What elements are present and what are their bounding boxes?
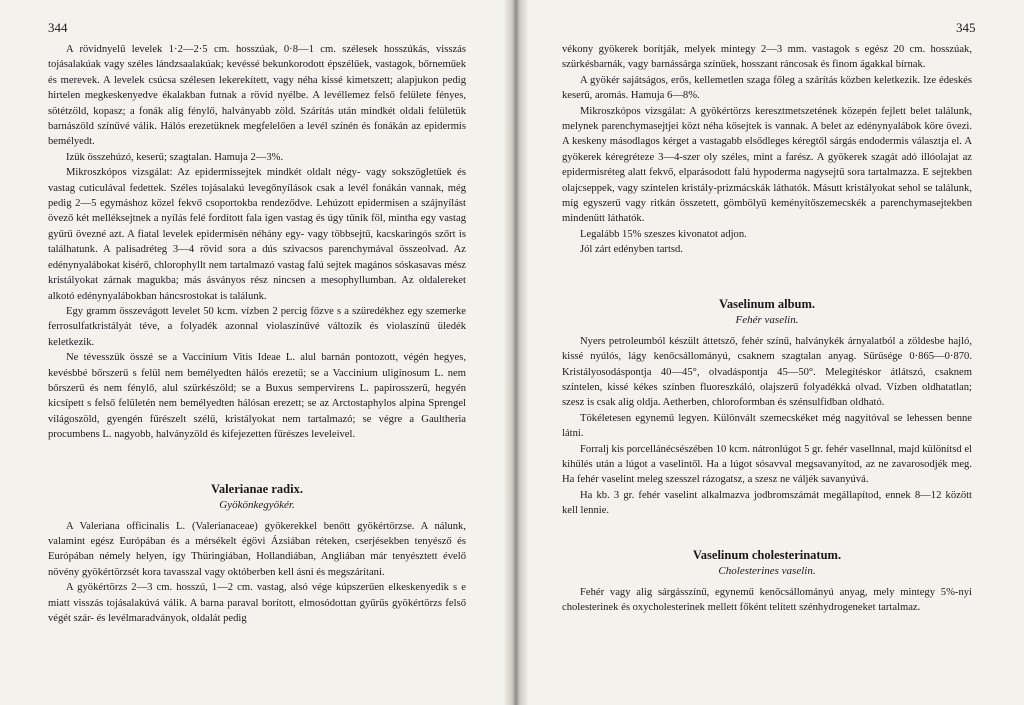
section-title: Valerianae radix.: [211, 481, 303, 496]
paragraph: Mikroszkópos vizsgálat: A gyökértörzs keresztmetszetének közepén fejlett belet találunk, melynek parenchymasejtjei közt néha kősejtek is vannak. A belet az edénynyalábok köre övezi. A keskeny másodlagos kérget a vastagabb elsődleges kéregtől sárgás endodermis választja el. A gyökerek kéregréteze 3—4-szer oly széles, mint a farész. A gyökerek szagát adó illóolajat az epidermisréteg alatt fekvő, elparásodott falú hypoderma nagysejtű sora tartalmazza. E sejtekben olajcseppek, vagy színtelen kristály-prizmácskák láthatók. Másutt kristályokat sehol se találunk, míg egyszerű vagy ritkán összetett, gömbölyű keményítőszemecskék a parenchymasejtekben mindenütt láthatók.: [562, 105, 972, 225]
section-subtitle: Cholesterines vaselin.: [718, 564, 816, 577]
spacer: [48, 443, 466, 471]
paragraph: Tökéletesen egynemű legyen. Különvált szemecskéket még nagyítóval se lehessen benne látni.: [562, 412, 972, 440]
paragraph: Mikroszkópos vizsgálat: Az epidermissejtek mindkét oldalt négy- vagy sokszögletűek és vastag cuticulával fedettek. Széles tojásalakú levegőnyílások csak a levél fonákán vannak, még pedig 2—5 egymáshoz közel fekvő csoportokba rendeződve. Lehúzott epidermisen a szájnyílást övező két melléksejtnek a nyílás felé fordított fala igen vastag és úgy tűnik föl, mintha egy vastag gyűrű övezné azt. A fiatal levelek epidermisén néhány egy- vagy többsejtű, kacskaringós szőrt is találhatunk. A palisadréteg 3—4 rövid sora a dús szivacsos parenchymával összeolvad. Az edénynyalábokat kisérő, chlorophyllt nem tartalmazó vastag falú sejtek magános sóskasavas mész kristályokat zárnak magukba; más ásványos rész nincsen a mesophyllumban. Az oldalereket alkotó edénynyalábokban háncsrostokat is találunk.: [48, 167, 466, 302]
left-page-body: [48, 42, 466, 626]
paragraph: Izük összehúzó, keserű; szagtalan. Hamuja 2—3%.: [66, 151, 284, 163]
paragraph: A rövidnyelű levelek 1·2—2·5 cm. hosszúak, 0·8—1 cm. szélesek hosszúkás, visszás tojásalakúak vagy széles lándzsaalakúak; kevéssé bekunkorodott épszélűek, vastagok, bőrneműek és merevek. A levelek csúcsa szélesen lekerekített, vagy néha kissé kimetszett; alapjukon pedig hirtelen megkeskenyedve ékalakban futnak a rövid nyélbe. A levéllemez felső felülete fényes, sötétzöld, kopasz; a fonák alig fénylő, halványabb zöld. Szárítás után mindkét oldali felületük barnászöld színűvé válik. Hálós erezetüknek megfelelően a levél színén és fonákán az epidermis bemélyedt.: [48, 44, 466, 148]
book-gutter: [503, 0, 529, 705]
section-title: Vaselinum album.: [718, 296, 816, 311]
page-number: 345: [956, 20, 976, 35]
section-subtitle: Fehér vaselin.: [735, 313, 799, 326]
paragraph: Nyers petroleumból készült áttetsző, fehér színű, halványkék árnyalatból a zöldesbe hajló, kissé nyúlós, lágy kenőcsállományú, csaknem szagtalan anyag. Sűrűsége 0·865—0·870. Kristályosodáspontja 40—45°, olvadáspontja 45—50°. Melegítéskor átlátszó, csaknem színtelen, kissé kékes színben fluoreszkáló, olajszerű folyadékká olvad. Vízben oldhatatlan; szesz is csak alig oldja. Aetherben, chloroformban és szénsulfidban oldható.: [562, 335, 972, 409]
paragraph: Ha kb. 3 gr. fehér vaselint alkalmazva jodbromszámát megállapítod, ennek 8—12 között kell lennie.: [562, 489, 972, 517]
paragraph: Jól zárt edényben tartsd.: [580, 244, 683, 256]
section-subtitle: Gyökönkegyökér.: [219, 498, 295, 511]
section-title: Vaselinum cholesterinatum.: [692, 547, 842, 562]
paragraph: Fehér vagy alig sárgásszínű, egynemű kenőcsállományú anyag, mely mintegy 5%-nyi cholesterinek és oxycholesterinek mellett főként telített szénhydrogeneket tartalmaz.: [562, 586, 972, 613]
spacer: [562, 258, 972, 286]
paragraph: Forralj kis porcellánécsészében 10 kcm. nátronlúgot 5 gr. fehér vasellnnal, majd különítsd el kihűlés után a lúgot a vaselintől. Ha a lúgot sósavval megsavanyítod, az ne zavarosodjék meg. Ha fehér vaselint meleg szesszel rázogatsz, a szesz ne váljék savanyúvá.: [562, 443, 972, 486]
left-page: [0, 0, 503, 705]
paragraph: A gyökér sajátságos, erős, kellemetlen szaga főleg a szárítás közben keletkezik. Ize édeskés keserű, aromás. Hamuja 6—8%.: [562, 74, 972, 102]
paragraph: Egy gramm összevágott levelet 50 kcm. vízben 2 percig főzve s a szüredékhez egy szemerke ferrosulfatkristályát téve, a folyadék azonnal violaszínűvé változik és violaszínű üledék keletkezik.: [48, 305, 466, 348]
right-page: [529, 0, 1024, 705]
spacer: [562, 519, 972, 537]
paragraph: Legalább 15% szeszes kivonatot adjon.: [580, 228, 747, 240]
paragraph: A Valeriana officinalis L. (Valerianaceae) gyökerekkel benőtt gyökértörzse. A nálunk, valamint egész Európában és a mérsékelt égövi Ázsiában réteken, cserjésekben tenyésző és Európában némely helyen, így Thüringiában, Hollandiában, Angliában már tenyésztett évelő növény gyökértörzsét kora tavasszal vagy októberben kell ásni és megszárítani.: [48, 520, 466, 578]
paragraph: vékony gyökerek borítják, melyek mintegy 2—3 mm. vastagok s egész 20 cm. hosszúak, szürkésbarnák, vagy barnássárga színűek, hosszant ráncosak és finom ágakkal bírnak.: [562, 44, 972, 71]
right-page-body: [562, 42, 972, 615]
page-number: 344: [48, 20, 68, 35]
paragraph: Ne tévesszük összé se a Vaccinium Vitis Ideae L. alul barnán pontozott, végén hegyes, kevésbbé bőrszerű s felül nem bemélyedten hálós erezetű; se a Vaccinium uliginosum L. nem bőrszerű és nem fénylő, alul szürkészöld; se a Buxus sempervirens L. papirosszerű, hegyén kicsípett s felső felületén nem bemélyedten hálósan erezett; se az Arctostaphylos alpina Sprengel világoszöld, gyengén fűrészelt szélű, kristályokat nem tartalmazó; se végre a Gaultheria procumbens L. nagyobb, halványzöld és kifejezetten fűrészes leveleivel.: [48, 352, 466, 441]
paragraph: A gyökértörzs 2—3 cm. hosszú, 1—2 cm. vastag, alsó vége kúpszerűen elkeskenyedik s e miatt visszás tojásalakúvá válik. A barna paraval borított, elmosódottan gyűrűs gyökértörzs felső végét szár- és levélmaradványok, oldalát pedig: [48, 582, 466, 624]
